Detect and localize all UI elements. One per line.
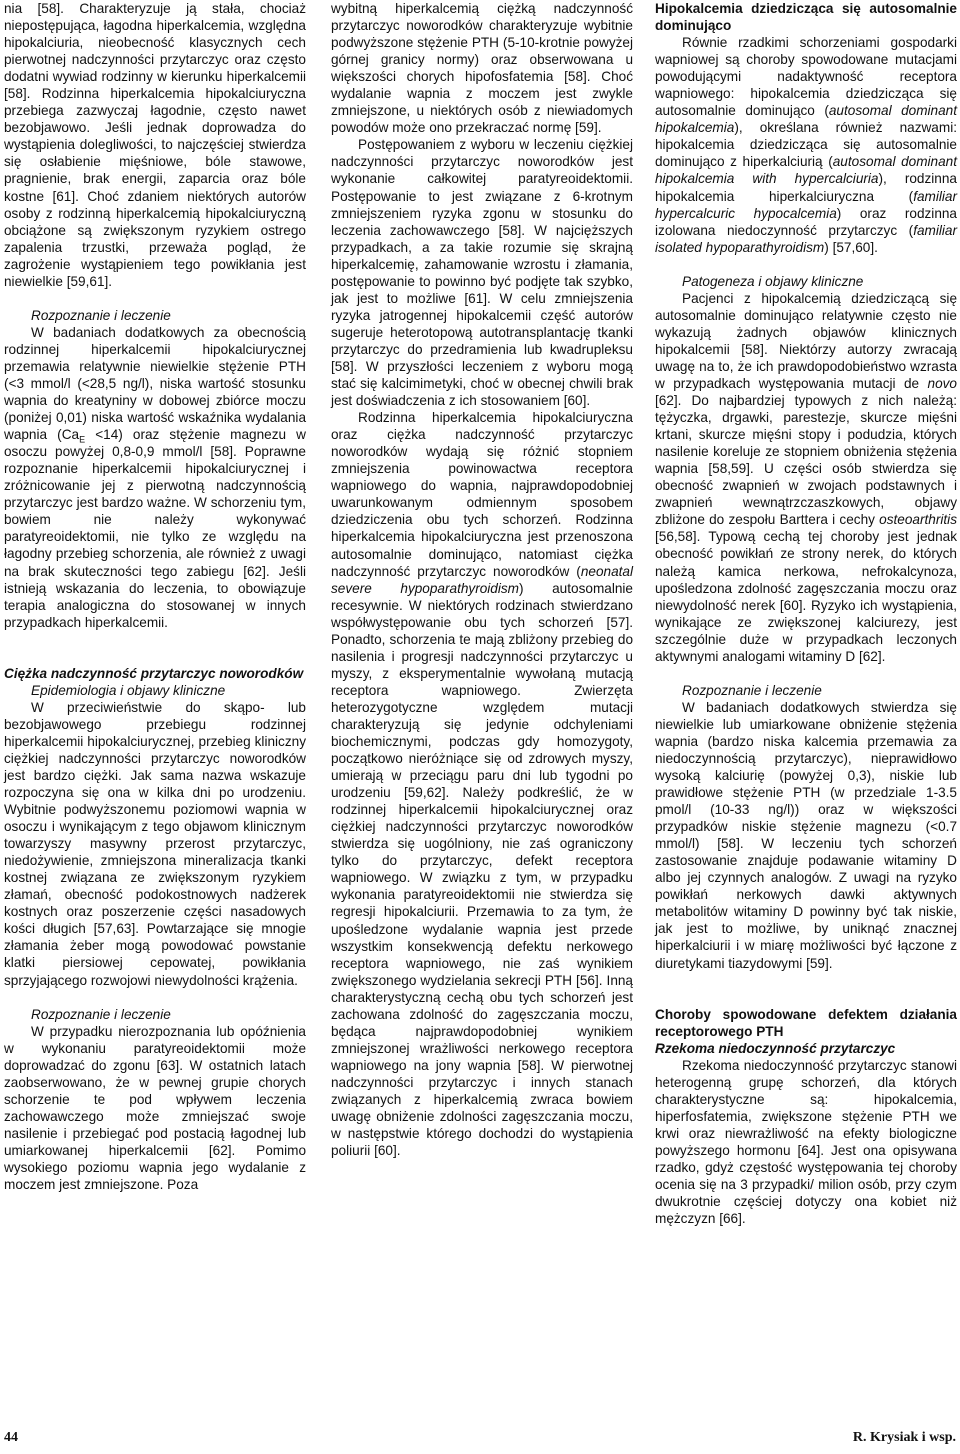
body-paragraph: Rodzinna hiperkalcemia hipokalciuryczna oraz ciężka nadczynność przytarczyc noworodków wydają się różnić stopniem zmniejszenia powinowactwa receptora wapniowego do wapnia, najprawdopodobniej uwarunkowanym odmiennym sposobem dziedziczenia obu tych schorzeń. Rodzinna hiperkalcemia hipokalciuryczna jest przenoszona autosomalnie dominująco, natomiast ciężka nadczynność przytarczyc noworodków (neonatal severe hypoparathyroidism) autosomalnie recesywnie. W niektórych rodzinach stwierdzano współwystępowanie obu tych schorzeń [57]. Ponadto, schorzenia te mają zbliżony przebieg do nasilenia i progresji nadczynności przytarczyc u myszy, z eksperymentalnie wywołaną mutacją receptora wapniowego. Zwierzęta heterozygotyczne względem mutacji charakteryzują się jedynie odchyleniami biochemicznymi, podczas gdy homozygoty, początkowo nieróżniące się od zdrowych myszy, umierają w przeciągu paru dni lub tygodni po urodzeniu [59,62]. Należy podkreślić, że w rodzinnej hiperkalcemii hipokalciurycznej oraz ciężkiej nadczynności przytarczyc noworodków stwierdza się uogólniony, nie zaś ograniczony tylko do przytarczyc, defekt receptora wapniowego. W związku z tym, w przypadku wykonania paratyreoidektomii nie stwierdza się regresji hipokalciurii. Przemawia to za tym, że upośledzone wydalanie wapnia jest przede wszystkim konsekwencją defektu nerkowego receptora wapniowego, nie zaś wynikiem zwiększonego wydzielania sekrecji PTH [56]. Inną charakterystyczną cechą obu tych schorzeń jest zachowana zdolność do zagęszczania moczu, będąca najprawdopodobniej wynikiem zmniejszonej wrażliwości nerkowego receptora wapniowego na jony wapnia [58]. W pierwotnej nadczynności przytarczyc i innych stanach związanych z hiperkalcemią zwraca bowiem uwagę obniżenie zdolności zagęszczania moczu, w następstwie którego dochodzi do wystąpienia poliurii [60]. (331, 410, 633, 1159)
section-heading: Ciężka nadczynność przytarczyc noworodków (4, 665, 304, 681)
page-number: 44 (4, 1430, 18, 1445)
body-paragraph: W badaniach dodatkowych stwierdza się niewielkie lub umiarkowane obniżenie stężenia wapnia (bardzo niska kalcemia przemawia za niedoczynnością przytarczyc), nieprawidłowo wysoką kalciurię (powyżej 0,3), niskie lub prawidłowe stężenie PTH (w przedziale 1-3.5 pmol/l (10-33 ng/l)) oraz w większości przypadków niskie stężenie magnezu (<0.7 mmol/l) [58]. W leczeniu tych schorzeń zastosowanie znajduje podawanie witaminy D albo jej czynnych analogów. Z uwagi na ryzyko powikłań nerkowych dawki aktywnych metabolitów witaminy D powinny być tak niskie, jak jest to możliwe, by uniknąć znacznej hiperkalciurii i w miarę możliwości być łączone z diuretykami tiazydowymi [59]. (655, 699, 957, 971)
body-paragraph: Rzekoma niedoczynność przytarczyc stanowi heterogenną grupę schorzeń, dla których charakterystyczne są: hipokalcemia, hiperfosfatemia, zwiększone stężenie PTH we krwi oraz niewrażliwość na efekty biologiczne powyższego hormonu [64]. Jest ona opisywana rzadko, gdyż częstość występowania tej choroby ocenia się na 3 przypadki/ milion osób, przy czym dwukrotnie częściej dotyczy ona kobiet niż mężczyzn [66]. (655, 1057, 957, 1227)
page-footer (0, 1430, 960, 1452)
section-heading: Choroby spowodowane defektem działania receptorowego PTH (655, 1006, 957, 1039)
body-paragraph: Równie rzadkimi schorzeniami gospodarki wapniowej są choroby spowodowane mutacjami powodującymi nadaktywność receptora wapniowego: hipokalcemia dziedzicząca się autosomalnie dominująco (autosomal dominant hipokalcemia), określana również nazwami: hipokalcemia dziedzicząca się autosomalnie dominująco z hiperkalciurią (autosomal dominant hipokalcemia with hypercalciuria), rodzinna hipokalcemia hiperkalciuryczna (familiar hypercalcuric hypocalcemia) oraz rodzinna izolowana niedoczynność przytarczyc (familiar isolated hypoparathyroidism) [57,60]. (655, 35, 957, 255)
body-paragraph: Pacjenci z hipokalcemią dziedziczącą się autosomalnie dominująco relatywnie często nie wykazują żadnych objawów klinicznych hipokalcemii [58]. Niektórzy autorzy zwracają uwagę na to, że ich prawdopodobieństwo wzrasta w przypadkach występowania mutacji de novo [62]. Do najbardziej typowych z nich należą: tężyczka, drgawki, parestezje, skurcze mięśni krtani, skurcze mięśni stopy i podudzia, których nasilenie koreluje ze stopniem obniżenia stężenia wapnia [58,59]. U części osób stwierdza się obecność zwapnień w zwojach podstawnych i zwapnień wewnątrzczaszkowych, objawy zbliżone do zespołu Barttera i cechy osteoarthritis [56,58]. Typową cechą tej choroby jest jednak obecność powikłań ze strony nerek, do których należą kamica nerkowa, nefrokalcynoza, upośledzona zdolność zagęszczania moczu oraz niewydolność nerek [60]. Ryzyko ich wystąpienia, wynikające ze zwiększonej kalciurezy, jest szczególnie duże w przypadkach leczonych aktywnymi analogami witaminy D [62]. (655, 290, 957, 664)
running-author: R. Krysiak i wsp. (852, 1430, 956, 1445)
subheading-diagnosis: Rozpoznanie i leczenie (682, 682, 822, 698)
subheading-epidemiology: Epidemiologia i objawy kliniczne (31, 682, 226, 698)
subheading-pathogenesis: Patogeneza i objawy kliniczne (682, 273, 864, 289)
column-left (4, 0, 306, 1193)
body-paragraph: Postępowaniem z wyboru w leczeniu ciężkiej nadczynności przytarczyc noworodków jest wykonanie całkowitej paratyreoidektomii. Postępowanie to jest związane z 6-krotnym zmniejszeniem ryzyka zgonu w stosunku do leczenia zachowawczego [58]. W najcięższych przypadkach, a za takie rozumie się skrajną hiperkalcemię, zahamowanie wzrostu i złamania, postępowanie to powinno być podjęte tak szybko, jak jest to możliwe [61]. W celu zmniejszenia ryzyka jatrogennej hipokalcemii część autorów sugeruje heterotopową autotransplantację tkanki przytarczyc do przedramienia lub kwadrupleksu [58]. W przyszłości leczeniem z wyboru mogą stać się kalcimimetyki, choć w obecnej chwili brak jest doświadczenia z ich stosowaniem [60]. (331, 137, 633, 409)
subheading-diagnosis: Rozpoznanie i leczenie (31, 307, 171, 323)
column-right (655, 0, 957, 1227)
subheading-diagnosis: Rozpoznanie i leczenie (31, 1006, 171, 1022)
subsection-heading: Rzekoma niedoczynność przytarczyc (655, 1040, 896, 1056)
body-paragraph: wybitną hiperkalcemią ciężką nadczynność przytarczyc noworodków charakteryzuje wybitnie podwyższone stężenie PTH (5-10-krotnie powyżej górnej granicy normy) oraz obserwowana u większości chorych hipofosfatemia [58]. Choć wydalanie wapnia z moczem jest zwykle zmniejszone, u niektórych osób z niewiadomych powodów może ono przekraczać normę [59]. (331, 1, 633, 136)
column-middle (331, 0, 633, 1159)
body-paragraph: W badaniach dodatkowych za obecnością rodzinnej hiperkalcemii hipokalciurycznej przemawia relatywnie niewielkie stężenie PTH (<3 mmol/l (<28,5 ng/l), niska wartość stosunku wapnia do kreatyniny w dobowej zbiórce moczu (poniżej 0,01) niska wartość wskaźnika wydalania wapnia $(Ca_E <14)$ oraz stężenie magnezu w osoczu powyżej 0,8-0,9 mmol/l [58]. Poprawne rozpoznanie hiperkalcemii hipokalciurycznej i zróżnicowanie jej z pierwotną nadczynnością przytarczyc jest bardzo ważne. W schorzeniu tym, bowiem nie należy wykonywać paratyreoidektomii, nie tylko ze względu na łagodny przebieg schorzenia, ale również z uwagi na brak skuteczności tego zabiegu [62]. Jeśli istnieją wskazania do leczenia, to obowiązuje terapia analogiczna do stosowanej w innych przypadkach hiperkalcemii. (4, 324, 306, 630)
body-paragraph: nia [58]. Charakteryzuje ją stała, chociaż niepostępująca, łagodna hiperkalcemia, względna hipokalciuria, nieobecność klasycznych cech pierwotnej nadczynności przytarczyc oraz często dodatni wywiad rodzinny w kierunku hiperkalcemii [58]. Rodzinna hiperkalcemia hipokalciuryczna przebiega zazwyczaj łagodnie, często nawet bezobjawowo. Jeśli jednak doprowadza do wystąpienia dolegliwości, to najczęściej stwierdza się osłabienie mięśniowe, bóle stawowe, pragnienie, brak energii, zaparcia oraz bóle kostne [61]. Choć zdaniem niektórych autorów osoby z rodzinną hiperkalcemią hipokalciuryczną obciążone są zwiększonym ryzykiem ostrego zapalenia trzustki, przeważa pogląd, że zagrożenie wystąpieniem tego powikłania jest niewielkie [59,61]. (4, 1, 306, 289)
body-paragraph: W przypadku nierozpoznania lub opóźnienia w wykonaniu paratyreoidektomii może doprowadzać do zgonu [63]. W ostatnich latach zaobserwowano, że w pewnej grupie chorych schorzenie te pod wpływem leczenia zachowawczego może zmniejszać swoje nasilenie i przebiegać pod postacią łagodnej lub umiarkowanej hiperkalcemii [62]. Pomimo wysokiego poziomu wapnia jego wydalanie z moczem jest zmniejszone. Poza (4, 1023, 306, 1193)
body-paragraph: W przeciwieństwie do skąpo- lub bezobjawowego przebiegu rodzinnej hiperkalcemii hipokalciurycznej, przebieg kliniczny ciężkiej nadczynności przytarczyc noworodków jest bardzo ciężki. Jak sama nazwa wskazuje rozpoczyna się ona w kilka dni po urodzeniu. Wybitnie podwyższonemu poziomowi wapnia w osoczu i wynikającym z tego objawom klinicznym towarzyszy masywny przerost przytarczyc, niedożywienie, zmniejszona mineralizacja tkanki kostnej związana ze zwiększonym ryzykiem złamań, obecność podokostnowych nadżerek kostnych oraz poszerzenie części nasadowych kości długich [57,63]. Powtarzające się mnogie złamania żeber mogą powodować powstanie klatki piersiowej cepowatej, powikłania sprzyjającego rozwojowi niewydolności krążenia. (4, 699, 306, 988)
section-heading: Hipokalcemia dziedzicząca się autosomalnie dominująco (655, 1, 957, 34)
